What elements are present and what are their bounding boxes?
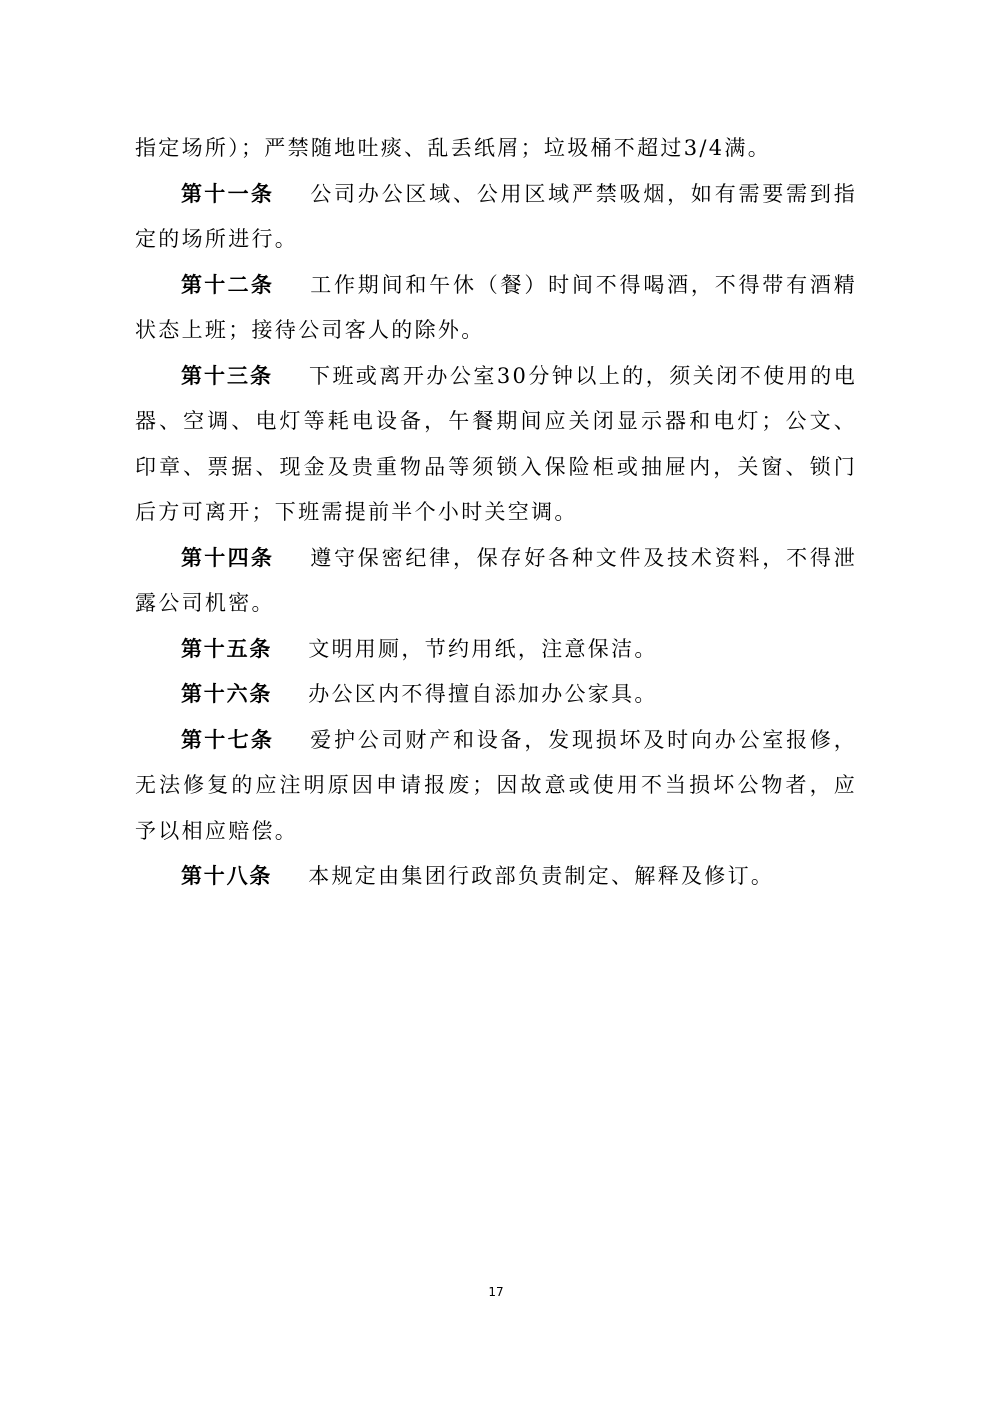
- article-number: 第十二条: [181, 272, 275, 297]
- article-number: 第十八条: [181, 864, 273, 888]
- article-text: 工作期间和午休（餐）时间不得喝酒，不得带有酒精状态上班；接待公司客人的除外。: [135, 272, 857, 342]
- article-15: [135, 627, 857, 673]
- article-text: 下班或离开办公室30分钟以上的，须关闭不使用的电器、空调、电灯等耗电设备，午餐期间应关闭显示器和电灯；公文、印章、票据、现金及贵重物品等须锁入保险柜或抽屉内，关窗、锁门后方可离开；下班需提前半个小时关空调。: [135, 363, 857, 524]
- article-text: 本规定由集团行政部负责制定、解释及修订。: [308, 864, 775, 888]
- lead-paragraph: 指定场所）；严禁随地吐痰、乱丢纸屑；垃圾桶不超过3/4满。: [135, 136, 771, 160]
- article-text: 办公区内不得擅自添加办公家具。: [308, 682, 658, 706]
- article-18: [135, 854, 857, 900]
- article-17: [135, 718, 857, 855]
- document-body: [135, 126, 857, 900]
- article-16: [135, 672, 857, 718]
- article-14: [135, 536, 857, 627]
- article-number: 第十三条: [181, 363, 273, 388]
- article-text: 公司办公区域、公用区域严禁吸烟，如有需要需到指定的场所进行。: [135, 181, 857, 251]
- article-number: 第十六条: [181, 682, 273, 706]
- article-13: [135, 354, 857, 536]
- article-11: [135, 172, 857, 263]
- article-number: 第十四条: [181, 545, 275, 570]
- article-number: 第十五条: [181, 636, 273, 661]
- article-text: 遵守保密纪律，保存好各种文件及技术资料，不得泄露公司机密。: [135, 545, 857, 615]
- article-text: 爱护公司财产和设备，发现损坏及时向办公室报修，无法修复的应注明原因申请报废；因故意或使用不当损坏公物者，应予以相应赔偿。: [135, 727, 857, 843]
- article-number: 第十一条: [181, 181, 275, 206]
- article-number: 第十七条: [181, 727, 275, 752]
- article-text: 文明用厕，节约用纸，注意保洁。: [308, 636, 658, 661]
- article-12: [135, 263, 857, 354]
- page-number: 17: [488, 1285, 504, 1299]
